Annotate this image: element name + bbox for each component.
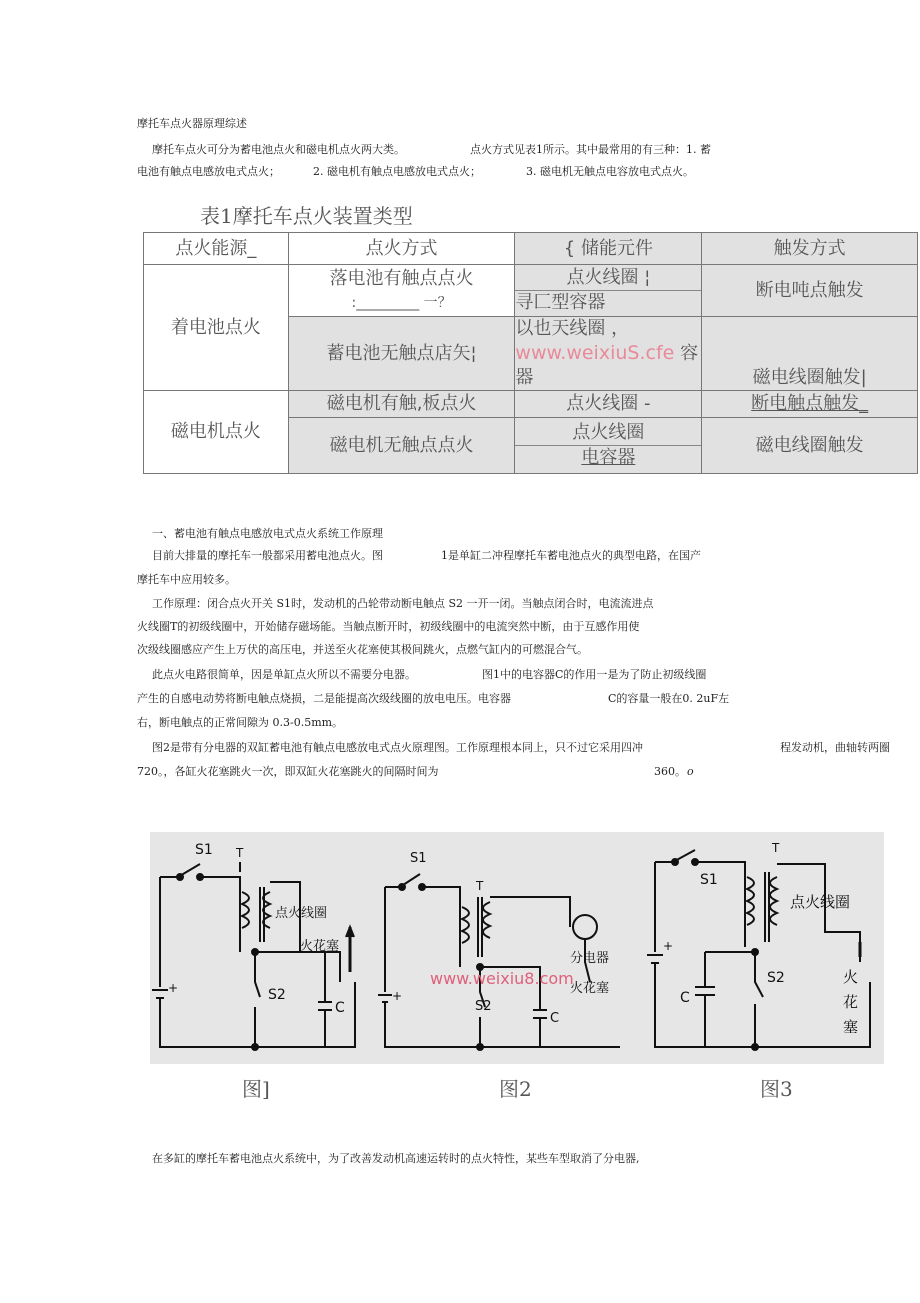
section1-heading: 一、蓄电池有触点电感放电式点火系统工作原理 [152,527,383,540]
section1-p4c: 720。，各缸火花塞跳火一次，即双缸火花塞跳火的间隔时间为 [137,765,439,778]
ignition-types-table [143,232,918,474]
figure3-plus-label: + [663,939,674,953]
section1-p4e: o [687,765,694,778]
header-source: 点火能源_ [144,233,289,265]
figure3-plug2-label: 花 [843,993,859,1011]
section1-p2c: 次级线圈感应产生上万伏的高压电，并送至火花塞使其极间跳火，点燃气缸内的可燃混合气。 [137,643,588,656]
figure3-cap-label: C [680,990,690,1006]
intro-line2c: 3. 磁电机无触点电容放电式点火。 [526,165,694,178]
battery-row2-method: 蓄电池无触点店矢¦ [288,317,515,391]
battery-row1-method [288,265,515,317]
figure2-caption: 图2 [499,1077,532,1101]
battery-row2-storage-tail: 容器 [515,343,699,388]
battery-row2-storage-coil: 以也天线圈 ， [515,318,630,339]
section1-p4a: 图2是带有分电器的双缸蓄电池有触点电感放电式点火原理图。工作原理根本同上，只不过它采用四冲 [152,741,643,754]
battery-row1-trigger: 断电吨点触发 [702,265,918,317]
magneto-row1-trigger: 断电触点触发_ [702,391,918,418]
magneto-row2-storage [515,418,702,474]
intro-line2a: 电池有触点电感放电式点火； [137,165,280,178]
battery-row1-storage-cap: 寻匚型容器 [515,292,606,313]
figure2-plug-label: 火花塞 [570,981,610,996]
figure2-transformer-label: T [476,879,484,893]
figure3-transformer-label: T [772,841,780,855]
magneto-row2-storage-cap: 电容器 [581,447,636,468]
magneto-source: 磁电机点火 [144,391,289,474]
figure2-circuit [378,851,620,1050]
figure2-plus-label: + [392,989,403,1003]
section1-p3c: 产生的自感电动势将断电触点烧损，二是能提高次级线圈的放电电压。电容器 [137,692,511,705]
figure1-coil-label: 点火线圈 [275,906,328,921]
header-method: 点火方式 [288,233,515,265]
figure3-switch-label: S1 [700,872,718,888]
closing-paragraph: 在多缸的摩托车蓄电池点火系统中，为了改善发动机高速运转时的点火特性，某些车型取消了分电器, [152,1152,640,1165]
figure2-watermark: www.weixiu8.com [430,969,574,988]
figure1-switch-label: S1 [195,842,213,858]
figure3-circuit [647,841,870,1050]
section1-p3d: C的容量一般在0. 2uF左 [608,692,730,705]
figure2-switch-label: S1 [410,851,427,866]
battery-row2-storage [515,317,702,391]
battery-source: 着电池点火 [144,265,289,391]
watermark-text: www.weixiuS.cfe [515,342,675,364]
figure1-plus-label: + [168,981,179,995]
figure1-contact-label: S2 [268,987,286,1003]
figure3-caption: 图3 [760,1077,793,1101]
header-trigger: 触发方式 [702,233,918,265]
table-caption: 表1摩托车点火装置类型 [200,204,413,228]
figure1-circuit [152,842,355,1050]
section1-p4b: 程发动机，曲轴转两圈 [780,741,890,754]
magneto-row2-trigger: 磁电线圈触发 [702,418,918,474]
figure2-contact-label: S2 [475,999,492,1014]
intro-line2b: 2. 磁电机有触点电感放电式点火； [313,165,481,178]
magneto-row2-storage-coil: 点火线圈 [515,421,701,446]
figure1-plug-label: 火花塞 [300,939,340,954]
figure3-plug3-label: 塞 [843,1018,859,1036]
battery-row1-storage-coil: 点火线圈 ¦ [515,266,701,291]
figure1-transformer-label: T [236,846,244,860]
figure3-contact-label: S2 [767,970,785,986]
section1-p2a: 工作原理：闭合点火开关 S1时，发动机的凸轮带动断电触点 S2 一开一闭。当触点闭合时，电流流进点 [152,597,654,610]
battery-row2-trigger: 磁电线圈触发| [702,317,918,391]
figure2-cap-label: C [550,1011,560,1026]
section1-p3b: 图1中的电容器C的作用一是为了防止初级线圈 [482,668,707,681]
section1-p3e: 右，断电触点的正常间隙为 0.3-0.5mm。 [137,716,344,729]
battery-row1-method-text: 落电池有触点点火 [329,267,474,289]
battery-row1-storage [515,265,702,317]
section1-p2b: 火线圈T的初级线圈中，开始储存磁场能。当触点断开时，初级线圈中的电流突然中断，由于互感作用使 [137,620,640,633]
section1-p4d: 360。 [654,765,686,778]
magneto-row2-method: 磁电机无触点点火 [288,418,515,474]
section1-p3a: 此点火电路很简单，因是单缸点火所以不需要分电器。 [152,668,416,681]
battery-row1-method-noise: :_________ 一？ [351,294,452,311]
figure3-plug1-label: 火 [843,968,859,986]
figure3-coil-label: 点火线圈 [790,893,851,911]
document-title: 摩托车点火器原理综述 [137,117,247,130]
circuit-diagrams [150,832,884,1064]
intro-line1b: 点火方式见表1所示。其中最常用的有三种：1. 蓄 [470,143,711,156]
section1-p1b: 1是单缸二冲程摩托车蓄电池点火的典型电路，在国产 [441,549,701,562]
magneto-row1-storage: 点火线圈 - [515,391,702,418]
header-storage: { 储能元件 [515,233,702,265]
figure2-dist-label: 分电器 [570,951,610,966]
section1-p1a: 目前大排量的摩托车一般都采用蓄电池点火。图 [152,549,383,562]
circuit-figures [150,832,884,1064]
section1-p1c: 摩托车中应用较多。 [137,573,236,586]
intro-line1a: 摩托车点火可分为蓄电池点火和磁电机点火两大类。 [152,143,405,156]
figure1-caption: 图] [242,1077,270,1101]
magneto-row1-method: 磁电机有触,板点火 [288,391,515,418]
figure1-cap-label: C [335,1000,345,1016]
